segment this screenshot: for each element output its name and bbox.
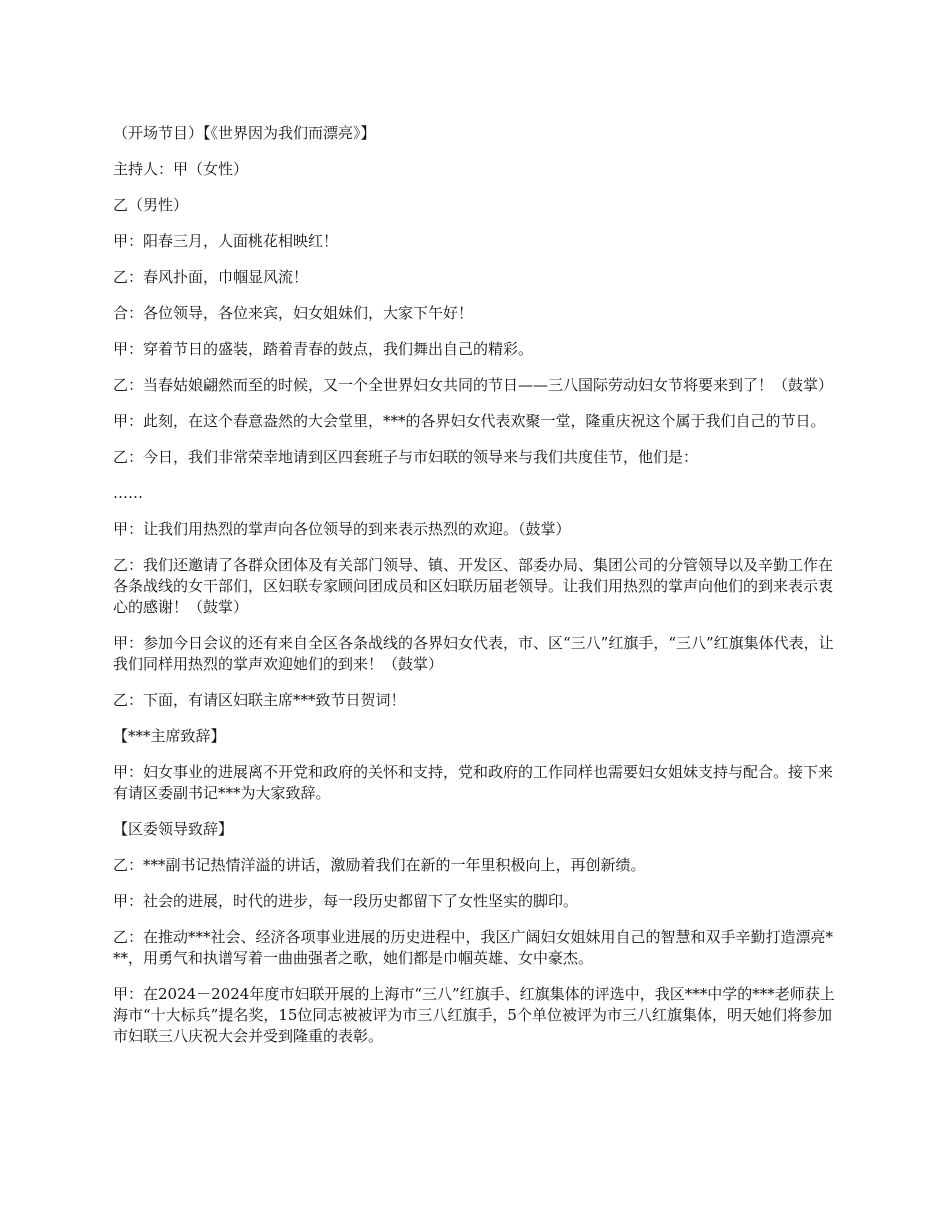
document-paragraph: 乙：春风扑面，巾帼显风流！ (113, 268, 309, 286)
document-paragraph: 甲：在2024－2024年度市妇联开展的上海市“三八”红旗手、红旗集体的评选中，我区***中学的***老师获上海市“十大标兵”提名奖，15位同志被被评为市三八红旗手，5个单位被评为市三八红旗集体，明天她们将参加市妇联三八庆祝大会并受到隆重的表彰。 (113, 985, 835, 1045)
document-paragraph: 甲：妇女事业的进展离不开党和政府的关怀和支持，党和政府的工作同样也需要妇女姐妹支持与配合。接下来有请区委副书记***为大家致辞。 (113, 763, 834, 802)
document-paragraph: 甲：阳春三月，人面桃花相映红！ (113, 232, 339, 250)
document-paragraph: （开场节目）【《世界因为我们而漂亮》】 (113, 124, 376, 142)
document-body (113, 123, 838, 1062)
document-paragraph: 【区委领导致辞】 (113, 820, 234, 838)
document-paragraph: 甲：穿着节日的盛装，踏着青春的鼓点，我们舞出自己的精彩。 (113, 340, 534, 358)
document-paragraph: 乙：今日，我们非常荣幸地请到区四套班子与市妇联的领导来与我们共度佳节，他们是： (113, 448, 699, 466)
document-paragraph: 主持人：甲（女性） (113, 160, 249, 178)
document-paragraph: 甲：社会的进展，时代的进步，每一段历史都留下了女性坚实的脚印。 (113, 892, 579, 910)
document-paragraph: 乙：在推动***社会、经济各项事业进展的历史进程中，我区广阔妇女姐妹用自己的智慧和双手辛勤打造漂亮***，用勇气和执谱写着一曲曲强者之歌，她们都是巾帼英雄、女中豪杰。 (113, 928, 834, 967)
document-paragraph: 合：各位领导，各位来宾，妇女姐妹们，大家下午好！ (113, 304, 474, 322)
document-paragraph: 乙：我们还邀请了各群众团体及有关部门领导、镇、开发区、部委办局、集团公司的分管领导以及辛勤工作在各条战线的女干部们，区妇联专家顾问团成员和区妇联历届老领导。让我们用热烈的掌声向他们的到来表示衷心的感谢！（鼓掌） (113, 556, 834, 616)
document-paragraph: 乙：下面，有请区妇联主席***致节日贺词！ (113, 691, 406, 709)
document-paragraph: 【***主席致辞】 (113, 727, 226, 745)
document-paragraph: …… (113, 484, 143, 502)
document-paragraph: 甲：此刻，在这个春意盎然的大会堂里，***的各界妇女代表欢聚一堂，隆重庆祝这个属于我们自己的节日。 (113, 412, 826, 430)
document-paragraph: 乙（男性） (113, 196, 189, 214)
document-paragraph: 甲：参加今日会议的还有来自全区各条战线的各界妇女代表，市、区“三八”红旗手，“三八”红旗集体代表，让我们同样用热烈的掌声欢迎她们的到来！（鼓掌） (113, 634, 834, 673)
document-paragraph: 乙：***副书记热情洋溢的讲话，激励着我们在新的一年里积极向上，再创新绩。 (113, 856, 646, 874)
document-paragraph: 甲：让我们用热烈的掌声向各位领导的到来表示热烈的欢迎。（鼓掌） (113, 520, 571, 538)
document-paragraph: 乙：当春姑娘翩然而至的时候，又一个全世界妇女共同的节日——三八国际劳动妇女节将要来到了！（鼓掌） (113, 376, 834, 394)
